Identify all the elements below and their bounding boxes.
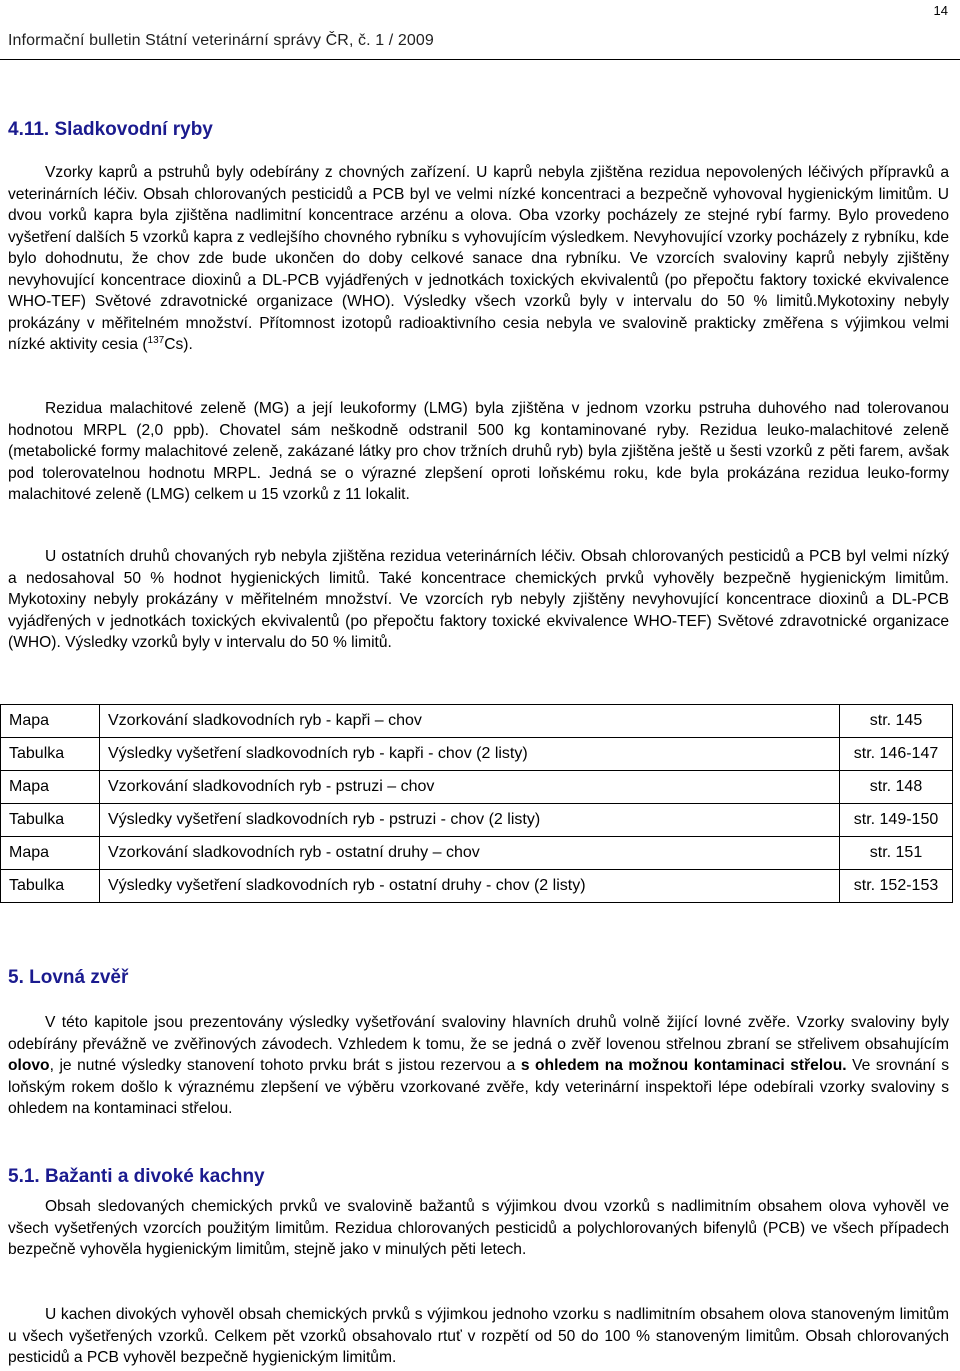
p5-e: Ve srovnání s loňským rokem došlo k výraznému zlepšení ve výběru vzorkované zvěře, kdy veterinární inspektoři lépe odebírali vzorky svaloviny s ohledem na kontaminaci střelou. bbox=[8, 1057, 950, 1117]
header-divider bbox=[0, 59, 960, 60]
row-page: str. 152-153 bbox=[840, 870, 953, 903]
p5-a: V této kapitole jsou prezentovány výsledky vyšetřování svaloviny hlavních druhů volně žijící lovné zvěře. Vzorky svaloviny byly odebírány převážně ve zvěřinových závodech. Vzhledem k tomu, že se jedná o zvěř lovenou střelnou zbraní se střelivem obsahujícím bbox=[8, 1014, 949, 1053]
p2-text: Rezidua malachitové zeleně (MG) a její leukoformy (LMG) byla zjištěna v jednom vzorku pstruha duhového nad tolerovanou hodnotou MRPL (2,0 ppb). Chovatel sám neškodně odstranil 500 kg kontaminované ryby. Rezidua leuko-malachitové zeleně (metabolické formy malachitové zeleně, zakázané látky pro chov tržních druhů ryb) byla zjištěna ještě u šesti vzorků z pěti farem, avšak pod tolerovatelnou hodnotu MRPL. Jedná se o výrazné zlepšení oproti loňskému roku, kde byla prokázána rezidua leuko-formy malachitové zeleně (LMG) celkem u 15 vzorků z 11 lokalit. bbox=[8, 400, 949, 503]
table-row bbox=[1, 837, 953, 870]
row-page: str. 146-147 bbox=[840, 738, 953, 771]
page-number: 14 bbox=[933, 3, 948, 18]
row-page: str. 145 bbox=[840, 705, 953, 738]
row-kind: Mapa bbox=[1, 771, 100, 804]
section-heading-5: 5. Lovná zvěř bbox=[8, 967, 129, 988]
row-kind: Mapa bbox=[1, 705, 100, 738]
p51-b: U kachen divokých vyhověl obsah chemických prvků s výjimkou jednoho vzorku s nadlimitním obsahem olova stanoveným limitům u všech vyšetřených vzorků. Celkem pět vzorků obsahovalo rtuť v rozpětí od 50 do 100 % stanoveným limitům. Obsah chlorovaných pesticidů a PCB vyhověl bezpečně hygienickým limitům. bbox=[8, 1306, 949, 1366]
p5-kontaminace: s ohledem na možnou kontaminaci střelou. bbox=[520, 1057, 847, 1074]
row-page: str. 148 bbox=[840, 771, 953, 804]
cesium-mass-number: 137 bbox=[147, 334, 165, 346]
table-row bbox=[1, 771, 953, 804]
row-page: str. 149-150 bbox=[840, 804, 953, 837]
p5-olovo: olovo bbox=[8, 1057, 50, 1074]
table-row bbox=[1, 804, 953, 837]
row-page: str. 151 bbox=[840, 837, 953, 870]
paragraph-lovna-zver bbox=[8, 1012, 949, 1120]
table-row bbox=[1, 870, 953, 903]
table-row bbox=[1, 705, 953, 738]
row-description: Výsledky vyšetření sladkovodních ryb - kapři - chov (2 listy) bbox=[100, 738, 840, 771]
section-heading-4-11: 4.11. Sladkovodní ryby bbox=[8, 119, 213, 140]
row-kind: Tabulka bbox=[1, 738, 100, 771]
row-description: Výsledky vyšetření sladkovodních ryb - ostatní druhy - chov (2 listy) bbox=[100, 870, 840, 903]
p5-c: , je nutné výsledky stanovení tohoto prvku brát s jistou rezervou a bbox=[49, 1057, 521, 1074]
row-description: Vzorkování sladkovodních ryb - pstruzi – chov bbox=[100, 771, 840, 804]
p1-text: Vzorky kaprů a pstruhů byly odebírány z chovných zařízení. U kaprů nebyla zjištěna rezidua nepovolených léčivých přípravků a veterinárních léčiv. Obsah chlorovaných pesticidů a PCB byl ve velmi nízké koncentraci a bezpečně vyhovoval hygienickým limitům. U dvou vorků kapra byla zjištěna nadlimitní koncentrace arzénu a olova. Oba vzorky pocházely ze stejné rybí farmy. Bylo provedeno vyšetření dalších 5 vzorků kapra z vedlejšího chovného rybníku s vyhovujícím výsledkem. Nevyhovující vzorky pocházely z rybníku, kde bylo dohodnutu, že chov zde bude ukončen do doby celkové sanace dna rybníku. Ve vzorcích svaloviny kaprů nebyly zjištěny nevyhovující koncentrace dioxinů a DL-PCB vyjádřených v jednotkách toxických ekvivalentů (po přepočtu faktory toxické ekvivalence WHO-TEF) Světové zdravotnické organizace (WHO). Výsledky všech vzorků byly v intervalu do 50 % limitů.Mykotoxiny nebyly prokázány v měřitelném množství. Přítomnost izotopů radioaktivního cesia nebyla ve svalovině prakticky změřena s výjimkou velmi nízké aktivity cesia ( bbox=[8, 164, 949, 353]
table-row bbox=[1, 738, 953, 771]
row-kind: Tabulka bbox=[1, 804, 100, 837]
paragraph-kapri-pstruzi bbox=[8, 162, 949, 356]
section-heading-5-1: 5.1. Bažanti a divoké kachny bbox=[8, 1166, 265, 1187]
bulletin-header: Informační bulletin Státní veterinární správy ČR, č. 1 / 2009 bbox=[8, 32, 434, 49]
row-description: Vzorkování sladkovodních ryb - kapři – chov bbox=[100, 705, 840, 738]
p51-a: Obsah sledovaných chemických prvků ve svalovině bažantů s výjimkou dvou vzorků s nadlimitním obsahem olova vyhověl ve všech vyšetřených vzorcích použitým limitům. Rezidua chlorovaných pesticidů a polychlorovaných bifenylů (PCB) ve všech případech bezpečně vyhověla hygienickým limitům, stejně jako v minulých pěti letech. bbox=[8, 1198, 949, 1258]
p1-end: Cs). bbox=[164, 336, 193, 353]
paragraph-malachitova-zelen bbox=[8, 398, 949, 506]
attachments-table bbox=[0, 704, 953, 903]
paragraph-bazanti bbox=[8, 1196, 949, 1261]
paragraph-ostatni-druhy bbox=[8, 546, 949, 654]
paragraph-kachny bbox=[8, 1304, 949, 1369]
row-description: Výsledky vyšetření sladkovodních ryb - pstruzi - chov (2 listy) bbox=[100, 804, 840, 837]
p3-text: U ostatních druhů chovaných ryb nebyla zjištěna rezidua veterinárních léčiv. Obsah chlorovaných pesticidů a PCB byl velmi nízký a nedosahoval 50 % hodnot hygienických limitů. Také koncentrace chemických prvků vyhověly bezpečně hygienickým limitům. Mykotoxiny nebyly prokázány v měřitelném množství. Ve vzorcích ryb nebyly zjištěny nevyhovující koncentrace dioxinů a DL-PCB vyjádřených v jednotkách toxických ekvivalentů (po přepočtu faktory toxické ekvivalence WHO-TEF) Světové zdravotnické organizace (WHO). Výsledky vzorků byly v intervalu do 50 % limitů. bbox=[8, 548, 949, 651]
row-kind: Mapa bbox=[1, 837, 100, 870]
row-description: Vzorkování sladkovodních ryb - ostatní druhy – chov bbox=[100, 837, 840, 870]
row-kind: Tabulka bbox=[1, 870, 100, 903]
